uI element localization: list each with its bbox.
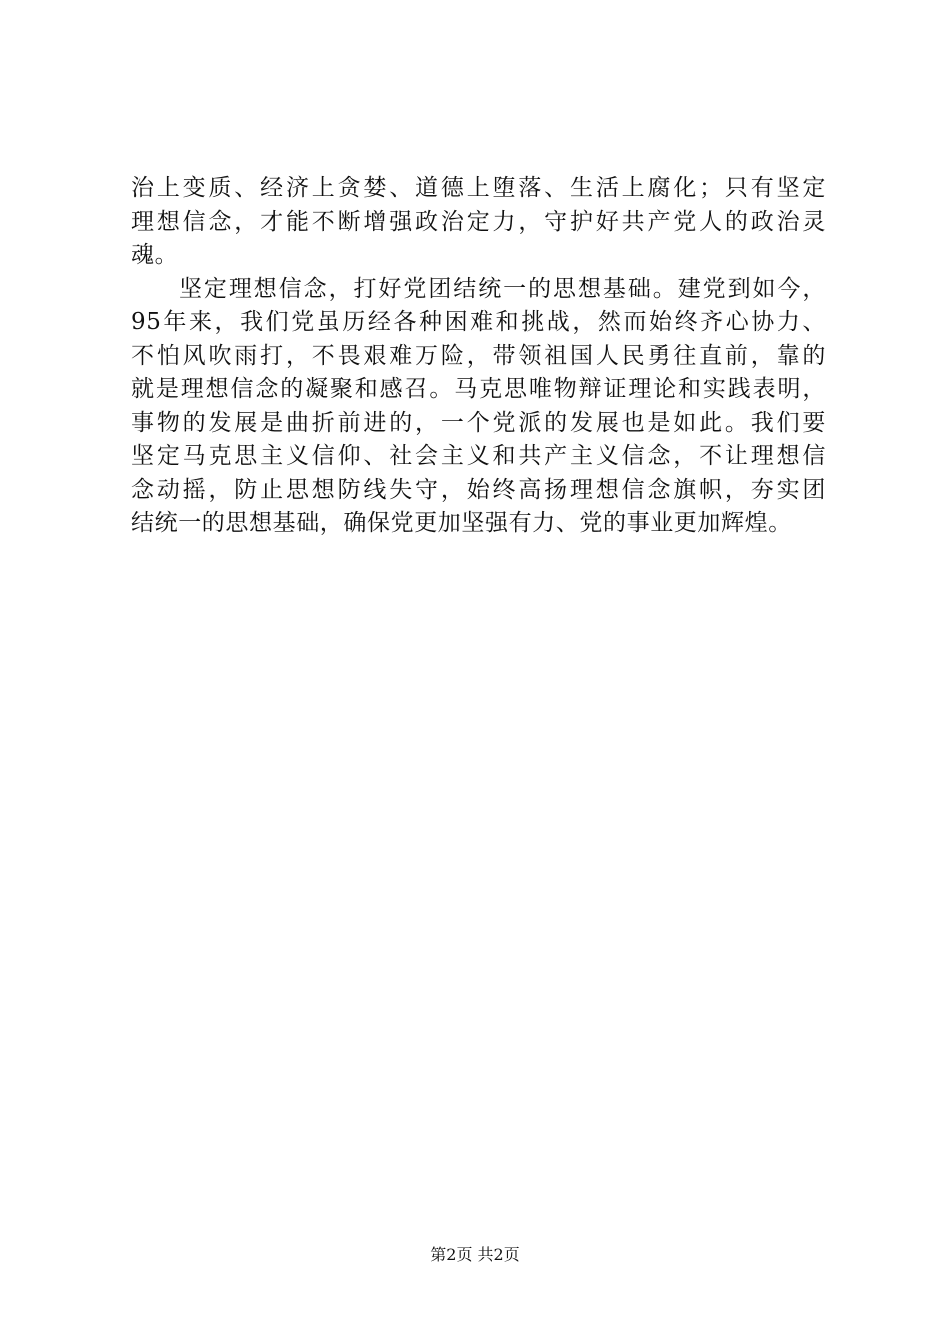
text-line: 结统一的思想基础，确保党更加坚强有力、党的事业更加辉煌。 <box>131 510 792 536</box>
text-line: 魂。 <box>131 242 179 268</box>
body-text <box>131 172 826 541</box>
page-footer <box>0 1244 950 1266</box>
text-line: 不怕风吹雨打，不畏艰难万险，带领祖国人民勇往直前，靠的 <box>131 342 826 369</box>
text-line: 95年来，我们党虽历经各种困难和挑战，然而始终齐心协力、 <box>131 309 826 335</box>
text-line: 坚定马克思主义信仰、社会主义和共产主义信念，不让理想信 <box>131 443 826 469</box>
text-line: 事物的发展是曲折前进的，一个党派的发展也是如此。我们要 <box>131 409 826 436</box>
text-line: 治上变质、经济上贪婪、道德上堕落、生活上腐化；只有坚定 <box>131 175 826 201</box>
text-line: 就是理想信念的凝聚和感召。马克思唯物辩证理论和实践表明， <box>131 376 826 402</box>
text-line: 理想信念，才能不断增强政治定力，守护好共产党人的政治灵 <box>131 208 826 235</box>
paragraph-first-line: 坚定理想信念，打好党团结统一的思想基础。建党到如今， <box>179 275 826 302</box>
text-line: 念动摇，防止思想防线失守，始终高扬理想信念旗帜，夯实团 <box>131 476 826 503</box>
page-number: 第2页 共2页 <box>430 1245 520 1264</box>
